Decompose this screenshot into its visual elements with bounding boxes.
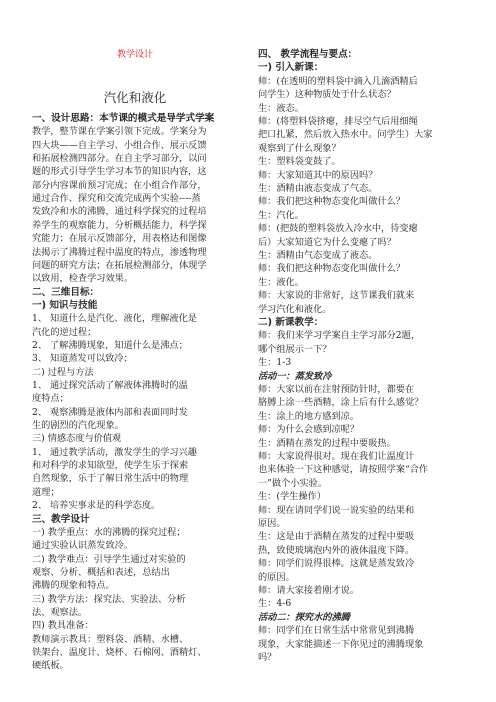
left-text-line: 道理； <box>32 486 60 498</box>
right-text-line: 师：大家知道其中的原因吗？ <box>258 169 378 181</box>
left-text-line: 法揭示了沸腾过程中温度的特点，渗透物理 <box>32 246 207 258</box>
left-text-line: 铁架台、温度计、烧杯、石棉网、酒精灯、 <box>32 647 207 658</box>
left-text-line: 硬纸板。 <box>32 660 69 672</box>
right-text-line: 生：酒精由液态变成了气态。 <box>258 183 378 194</box>
right-text-line: 二) 新课教学： <box>258 317 324 328</box>
right-text-line: 生：酒精由气态变成了液态。 <box>258 250 378 261</box>
right-text-line: 师：(将塑料袋挤瘪，排尽空气后用细绳 <box>258 116 418 127</box>
right-text-line: 师：我们把这种物态变化叫做什么？ <box>258 263 405 275</box>
right-text-line: 吗？ <box>258 652 277 663</box>
right-text-line: 把口扎紧，然后放入热水中。问学生）大家 <box>258 129 433 141</box>
right-text-line: 师：为什么会感到凉呢？ <box>258 424 360 436</box>
left-text-line: 一) 教学重点：水的沸腾的探究过程； <box>32 526 186 538</box>
left-text-line: 教学，整节课在学案引领下完成。学案分为 <box>32 126 207 138</box>
right-text-line: 原因。 <box>258 518 286 529</box>
left-text-line: 通过实验认识蒸发致冷。 <box>32 540 134 552</box>
right-text-line: 生：4-6 <box>258 598 292 610</box>
doc-header-label: 教学设计 <box>116 50 153 60</box>
left-text-line: 究能力；在展示反馈部分，用表格达和图像 <box>32 233 207 245</box>
left-text-line: 2、 培养实事求是的科学态度。 <box>32 500 161 512</box>
left-text-line: 以致用，检查学习效果。 <box>32 273 134 285</box>
left-text-line: 问题的研究方法；在拓展检测部分，体现学 <box>32 259 207 271</box>
left-text-line: 一、设计思路：本节课的模式是导学式学案 <box>32 113 215 124</box>
left-text-line: 沸腾的现象和特点。 <box>32 580 115 592</box>
right-text-line: 一) 引入新课： <box>258 62 324 74</box>
left-text-line: 1、 通过探究活动了解液体沸腾时的温 <box>32 380 188 391</box>
right-text-line: 生：汽化。 <box>258 209 304 221</box>
left-text-line: 汽化的逆过程； <box>32 326 97 338</box>
right-text-line: 生：液化。 <box>258 276 304 288</box>
right-text-line: 胳膊上涂一些酒精，涂上后有什么感觉？ <box>258 397 424 409</box>
left-text-line: 四) 教具准备： <box>32 620 94 632</box>
left-text-line: 生的剧烈的汽化现象。 <box>32 420 124 432</box>
right-text-line: 师：大家以前在注射预防针时，都要在 <box>258 384 415 395</box>
right-text-line: 生：塑料袋变鼓了。 <box>258 156 341 168</box>
right-text-line: 现象，大家能描述一下你见过的沸腾现象 <box>258 638 424 650</box>
left-text-line: 自然现象，乐于了解日常生活中的物理 <box>32 473 189 485</box>
right-text-line: 师：(把鼓的塑料袋放入冷水中，待变瘪 <box>258 223 418 235</box>
right-text-line: 一”做个小实验。 <box>258 477 328 489</box>
right-text-line: 师：我们把这种物态变化叫做什么？ <box>258 196 405 208</box>
left-text-line: 一) 知识与技能 <box>32 299 98 311</box>
left-text-line: 三、教学设计 <box>32 513 90 525</box>
right-text-line: 师：大家说的非常好，这节课我们就来 <box>258 290 415 302</box>
left-text-line: 3、 知道蒸发可以致冷； <box>32 353 133 365</box>
right-text-line: 生：涂上的地方感到凉。 <box>258 410 360 422</box>
right-text-line: 热，致使玻璃泡内外的液体温度下降。 <box>258 544 415 556</box>
right-text-line: 也来体验一下这种感觉，请按照学案“合作 <box>258 464 429 476</box>
right-text-line: 后）大家知道它为什么变瘪了吗？ <box>258 236 396 248</box>
right-text-line: 师：同学们在日常生活中常常见到沸腾 <box>258 625 415 637</box>
right-text-line: 生：这是由于酒精在蒸发的过程中要吸 <box>258 531 415 543</box>
left-text-line: 部分内容课前预习完成；在小组合作部分， <box>32 179 207 191</box>
right-text-line: 的原因。 <box>258 571 295 583</box>
right-text-line: 师：我们来学习学案自主学习部分2题， <box>258 330 421 342</box>
right-text-line: 问学生）这种物质处于什么状态？ <box>258 89 396 101</box>
doc-title: 汽化和液化 <box>103 90 167 105</box>
left-text-line: 教师演示教具：塑料袋、酒精、水槽、 <box>32 633 189 645</box>
right-text-line: 生：液态。 <box>258 102 304 114</box>
right-text-line: 生：(学生操作） <box>258 491 326 503</box>
right-text-line: 师：同学们说得很棒。这就是蒸发致冷 <box>258 558 415 570</box>
left-text-line: 养学生的观察能力，分析概括能力，科学探 <box>32 219 207 231</box>
right-text-line: 活动一：蒸发致冷 <box>258 370 332 382</box>
left-text-line: 和拓展检测四部分。在自主学习部分，以问 <box>32 153 207 165</box>
right-text-line: 师：现在请同学们说一说实验的结果和 <box>258 504 415 516</box>
left-text-line: 观察、分析、概括和表述，总结出 <box>32 566 170 578</box>
right-text-line: 学习汽化和液化。 <box>258 303 332 315</box>
left-text-line: 法、观察法。 <box>32 606 88 618</box>
left-text-line: 三) 教学方法：探究法、实验法、分析 <box>32 593 186 605</box>
right-text-line: 观察到了什么现象？ <box>258 142 341 154</box>
left-text-line: 和对科学的求知欲望，使学生乐于探索 <box>32 460 189 472</box>
left-text-line: 四大块——自主学习、小组合作、展示反馈 <box>32 139 207 151</box>
left-text-line: 1、 通过教学活动，激发学生的学习兴趣 <box>32 446 197 458</box>
left-text-line: 发致冷和水的沸腾，通过科学探究的过程培 <box>32 206 207 218</box>
left-text-line: 1、 知道什么是汽化、液化，理解液化是 <box>32 313 197 325</box>
left-text-line: 2、 观察沸腾是液体内部和表面同时发 <box>32 406 188 418</box>
left-text-line: 通过合作、探究和交流完成两个实验----蒸 <box>32 193 201 205</box>
left-text-line: 2、 了解沸腾现象，知道什么是沸点； <box>32 339 188 351</box>
right-text-line: 师：(在透明的塑料袋中滴入几滴酒精后 <box>258 75 418 87</box>
left-text-line: 二) 教学难点：引导学生通过对实验的 <box>32 553 186 565</box>
right-text-line: 四、 教学流程与要点： <box>258 49 358 60</box>
right-text-line: 生：酒精在蒸发的过程中要吸热。 <box>258 437 396 449</box>
right-text-line: 活动二：探究水的沸腾 <box>258 611 350 623</box>
left-text-line: 二) 过程与方法 <box>32 366 94 378</box>
right-text-line: 师：大家说得很对。现在我们让温度计 <box>258 451 415 462</box>
left-text-line: 二、三维目标： <box>32 286 100 298</box>
left-text-line: 三) 情感态度与价值观 <box>32 433 122 445</box>
left-text-line: 题的形式引导学生学习本节的知识内容，这 <box>32 166 207 178</box>
left-text-line: 度特点； <box>32 393 69 405</box>
right-text-line: 生：1-3 <box>258 357 292 369</box>
right-text-line: 师：请大家接着刚才说。 <box>258 585 360 596</box>
right-text-line: 哪个组展示一下？ <box>258 343 332 355</box>
